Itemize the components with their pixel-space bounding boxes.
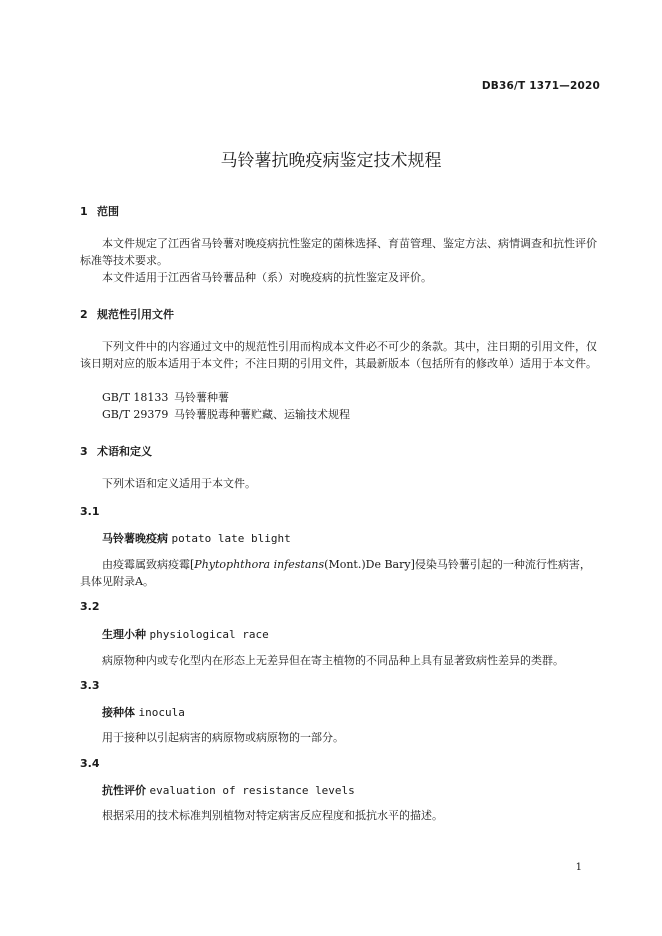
term-heading: [102, 704, 185, 720]
document-title: 马铃薯抗晚疫病鉴定技术规程: [220, 151, 442, 171]
term-definition: 根据采用的技术标准判别植物对特定病害反应程度和抵抗水平的描述。: [102, 809, 443, 822]
reference-item: [102, 406, 350, 422]
section-number: 3: [80, 445, 88, 458]
term-chinese: 接种体: [102, 706, 135, 719]
section-1-heading: [80, 203, 119, 219]
term-chinese: 抗性评价: [102, 784, 146, 797]
term-english: potato late blight: [171, 532, 291, 545]
term-english: physiological race: [149, 628, 269, 641]
section-1-paragraph-2: 本文件适用于江西省马铃薯品种（系）对晚疫病的抗性鉴定及评价。: [102, 271, 432, 284]
reference-code: GB/T 29379: [102, 408, 169, 421]
term-definition: 用于接种以引起病害的病原物或病原物的一部分。: [102, 731, 344, 744]
reference-title: 马铃薯脱毒种薯贮藏、运输技术规程: [174, 408, 350, 421]
document-code: DB36/T 1371—2020: [481, 80, 600, 92]
section-3-heading: [80, 443, 152, 459]
section-title: 范围: [97, 205, 119, 218]
definition-text: 由疫霉属致病疫霉[: [102, 558, 195, 571]
section-1-paragraph-1: 本文件规定了江西省马铃薯对晚疫病抗性鉴定的菌株选择、育苗管理、鉴定方法、病情调查和抗性评价标准等技术要求。: [80, 237, 597, 267]
term-heading: [102, 626, 269, 642]
term-chinese: 生理小种: [102, 628, 146, 641]
section-2-paragraph-1: 下列文件中的内容通过文中的规范性引用而构成本文件必不可少的条款。其中，注日期的引用文件，仅该日期对应的版本适用于本文件；不注日期的引用文件，其最新版本（包括所有的修改单）适用于本文件。: [80, 340, 597, 370]
term-number: 3.1: [80, 505, 100, 518]
reference-item: [102, 389, 229, 405]
term-number: 3.3: [80, 679, 100, 692]
term-number: 3.2: [80, 600, 100, 613]
section-3-paragraph-1: 下列术语和定义适用于本文件。: [102, 477, 256, 490]
reference-code: GB/T 18133: [102, 391, 169, 404]
term-definition: [80, 556, 600, 590]
term-english: inocula: [138, 706, 185, 719]
term-chinese: 马铃薯晚疫病: [102, 532, 168, 545]
reference-title: 马铃薯种薯: [174, 391, 229, 404]
term-heading: [102, 782, 355, 798]
term-heading: [102, 530, 291, 546]
section-title: 规范性引用文件: [97, 308, 174, 321]
section-title: 术语和定义: [97, 445, 152, 458]
section-2-heading: [80, 306, 174, 322]
latin-name: Phytophthora infestans: [194, 558, 325, 571]
term-english: evaluation of resistance levels: [149, 784, 355, 797]
definition-text: (Mont.)De Bary]侵染马铃薯引起的一种流行性病害，具体见附录A。: [80, 558, 591, 588]
section-number: 1: [80, 205, 88, 218]
term-definition: 病原物种内或专化型内在形态上无差异但在寄主植物的不同品种上具有显著致病性差异的类群。: [102, 654, 564, 667]
section-number: 2: [80, 308, 88, 321]
page-number: 1: [575, 862, 582, 873]
term-number: 3.4: [80, 757, 100, 770]
